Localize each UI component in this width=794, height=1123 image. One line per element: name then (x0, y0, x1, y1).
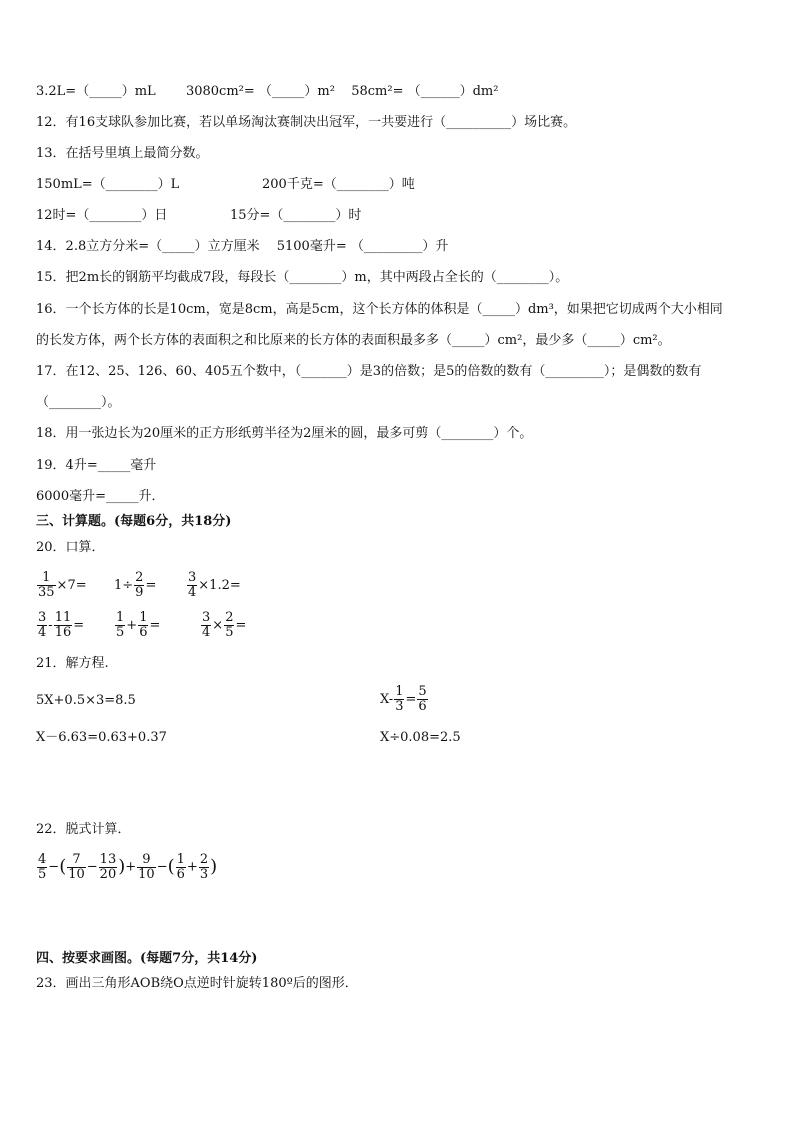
q12-text: 12．有16支球队参加比赛，若以单场淘汰赛制决出冠军，一共要进行（__________）场比赛。 (36, 115, 577, 130)
q21-text: 21．解方程. (36, 656, 109, 671)
expression: $\frac{4}{5}$ −( $\frac{7}{10}$ − $\frac{13}{20}$ )+ $\frac{9}{10}$ −( $\frac{1}{6}$ + $\frac{2}{3}$ ) (38, 851, 218, 882)
oral-2-2: $\frac{1}{5}$ + $\frac{1}{6}$ = (116, 610, 161, 640)
fraction: $\frac{5}{6}$ (418, 684, 427, 714)
q23-text: 23．画出三角形AOB绕O点逆时针旋转180º后的图形． (36, 976, 358, 991)
q17-text-b: （________）。 (36, 395, 121, 410)
q18-text: 18．用一张边长为20厘米的正方形纸剪半径为2厘米的圆，最多可剪（________）个。 (36, 426, 533, 441)
q20-text: 20．口算． (36, 540, 105, 555)
fraction: $\frac{13}{20}$ (99, 851, 117, 882)
equation-2: X- $\frac{1}{3}$ = $\frac{5}{6}$ (380, 684, 427, 714)
q13-text: 13．在括号里填上最简分数。 (36, 146, 209, 161)
equation-1: 5X+0.5×3=8.5 (36, 693, 136, 708)
q11-part-a: 3.2L=（_____）mL (36, 84, 156, 99)
q17-text-a: 17．在12、25、126、60、405五个数中，（_______）是3的倍数；是5的倍数的数有（_________）；是偶数的数有 (36, 364, 702, 379)
q13-b: 200千克=（________）吨 (262, 177, 415, 192)
section-4-heading: 四、按要求画图。(每题7分，共14分) (36, 951, 258, 966)
equation-4: X÷0.08=2.5 (380, 730, 461, 745)
fraction: $\frac{1}{5}$ (116, 610, 125, 640)
fraction: $\frac{4}{5}$ (38, 851, 47, 882)
fraction: $\frac{2}{3}$ (199, 851, 209, 882)
q13-d: 15分=（________）时 (230, 208, 362, 223)
fraction: $\frac{3}{4}$ (202, 610, 211, 640)
section-3-heading: 三、计算题。(每题6分，共18分) (36, 514, 232, 529)
fraction: $\frac{3}{4}$ (188, 570, 197, 600)
fraction: $\frac{3}{4}$ (38, 610, 47, 640)
fraction: $\frac{2}{9}$ (135, 570, 144, 600)
q13-c: 12时=（________）日 (36, 208, 168, 223)
q19-text-b: 6000毫升=_____升． (36, 489, 165, 504)
fraction: $\frac{1}{35}$ (38, 570, 55, 600)
fraction: $\frac{11}{16}$ (54, 610, 72, 640)
q14-text: 14．2.8立方分米=（_____）立方厘米 5100毫升= （_________）升 (36, 239, 449, 254)
oral-2-3: $\frac{3}{4}$ × $\frac{2}{5}$ = (202, 610, 247, 640)
q11-part-b: 3080cm²= （_____）m² (185, 84, 335, 99)
oral-2-1: $\frac{3}{4}$ - $\frac{11}{16}$ = (38, 610, 85, 640)
q16-text-a: 16．一个长方体的长是10cm，宽是8cm，高是5cm，这个长方体的体积是（_____）dm³，如果把它切成两个大小相同 (36, 302, 723, 317)
q13-a: 150mL=（________）L (36, 177, 180, 192)
fraction: $\frac{9}{10}$ (138, 851, 155, 882)
fraction: $\frac{1}{3}$ (395, 684, 404, 714)
oral-1-3: $\frac{3}{4}$ ×1.2= (188, 570, 241, 600)
fraction: $\frac{7}{10}$ (68, 851, 85, 882)
fraction: $\frac{1}{6}$ (176, 851, 185, 882)
equation-3: X－6.63=0.63+0.37 (36, 730, 167, 745)
q11-line (36, 84, 498, 100)
fraction: $\frac{1}{6}$ (139, 610, 148, 640)
q15-text: 15．把2m长的钢筋平均截成7段，每段长（________）m，其中两段占全长的（________）。 (36, 270, 569, 285)
oral-1-1: $\frac{1}{35}$ ×7= (38, 570, 87, 600)
q16-text-b: 的长发方体，两个长方体的表面积之和比原来的长方体的表面积最多多（_____）cm²，最少多（_____）cm²。 (36, 333, 671, 348)
q11-part-c: 58cm²= （______）dm² (351, 84, 499, 99)
oral-1-2: 1÷ $\frac{2}{9}$ = (114, 570, 157, 600)
q19-text-a: 19．4升=_____毫升 (36, 458, 157, 473)
fraction: $\frac{2}{5}$ (225, 610, 234, 640)
q22-text: 22．脱式计算． (36, 822, 131, 837)
